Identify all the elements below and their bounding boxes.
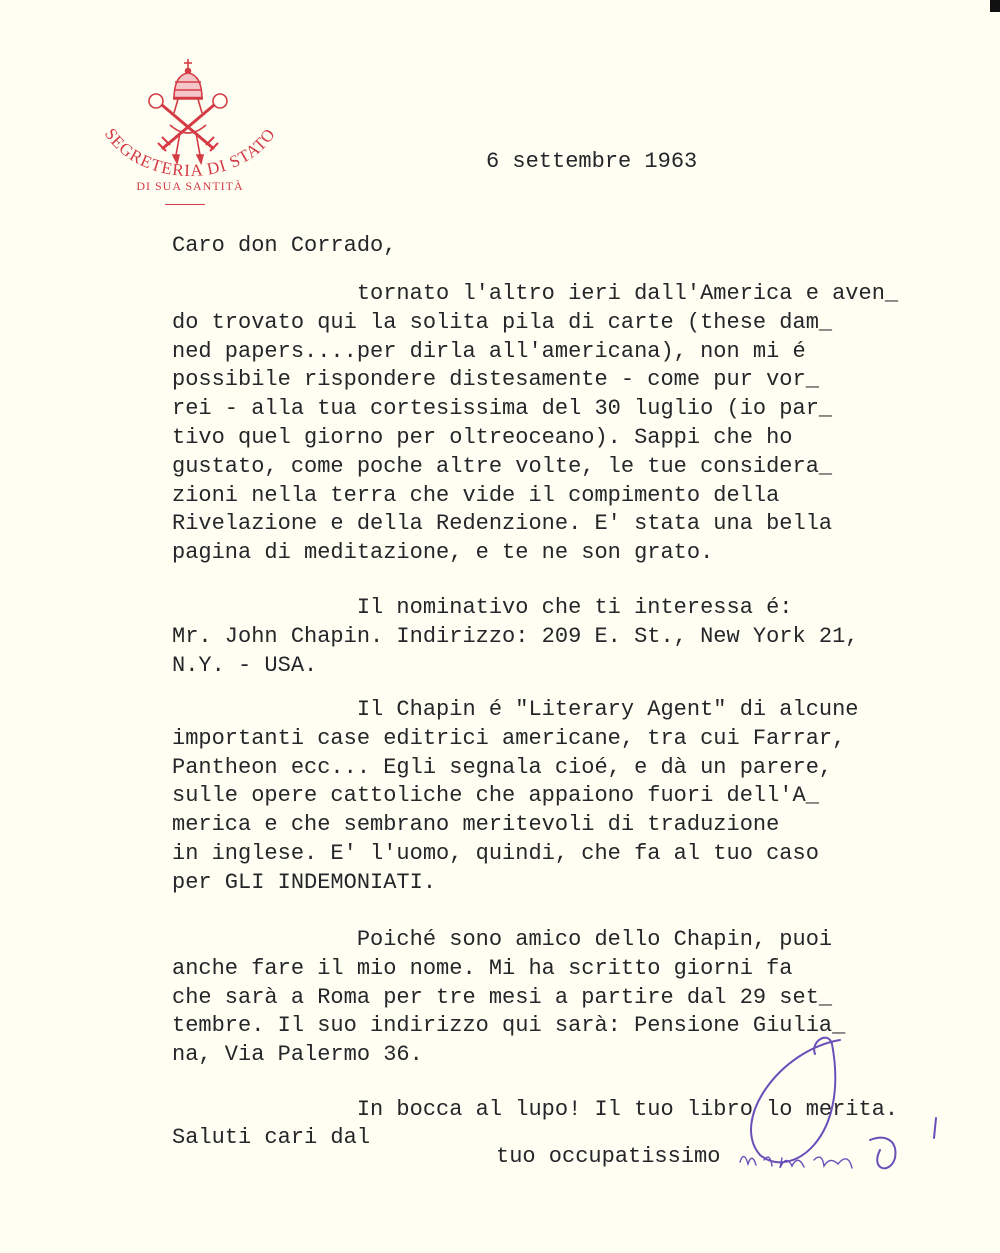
letter-date: 6 settembre 1963: [486, 149, 698, 174]
salutation: Caro don Corrado,: [172, 233, 397, 258]
body-paragraph-4: Poiché sono amico dello Chapin, puoi anche fare il mio nome. Mi ha scritto giorni fa che sarà a Roma per tre mesi a partire dal 29 set_ tembre. Il suo indirizzo qui sarà: Pensione Giulia_ na, Via Palermo 36.: [172, 927, 846, 1068]
body-paragraph-3: Il Chapin é "Literary Agent" di alcune importanti case editrici americane, tra cui Farrar, Pantheon ecc... Egli segnala cioé, e dà un parere, sulle opere cattoliche che appaiono fuori dell'A_ merica e che sembrano meritevoli di traduzione in inglese. E' l'uomo, quindi, che fa al tuo caso per GLI INDEMONIATI.: [172, 697, 859, 895]
closing-line: In bocca al lupo! Il tuo libro lo merita.: [172, 1097, 899, 1122]
body-paragraph-1: tornato l'altro ieri dall'America e aven_ do trovato qui la solita pila di carte (these dam_ ned papers....per dirla all'americana), non mi é possibile rispondere distesamente - come pur vor_ rei - alla tua cortesissima del 30 luglio (io par_ tivo quel giorno per oltreoceano). Sappi che ho gustato, come poche altre volte, le tue considera_ zioni nella terra che vide il compimento della Rivelazione e della Redenzione. E' stata una bella pagina di meditazione, e te ne son grato.: [172, 281, 899, 566]
scan-corner-mark: [990, 0, 1000, 12]
letterhead-divider: [165, 204, 205, 205]
letterhead-subtitle: DI SUA SANTITÀ: [136, 179, 244, 193]
letterhead-arc-text: SEGRETERIA DI STATO: [100, 124, 280, 181]
regards-line: Saluti cari dal: [172, 1125, 371, 1150]
sender-descriptor: tuo occupatissimo: [496, 1144, 721, 1169]
letterhead: [90, 55, 290, 215]
handwritten-signature: [720, 1030, 960, 1200]
body-paragraph-2: Il nominativo che ti interessa é: Mr. John Chapin. Indirizzo: 209 E. St., New York 21, N.Y. - USA.: [172, 595, 859, 678]
